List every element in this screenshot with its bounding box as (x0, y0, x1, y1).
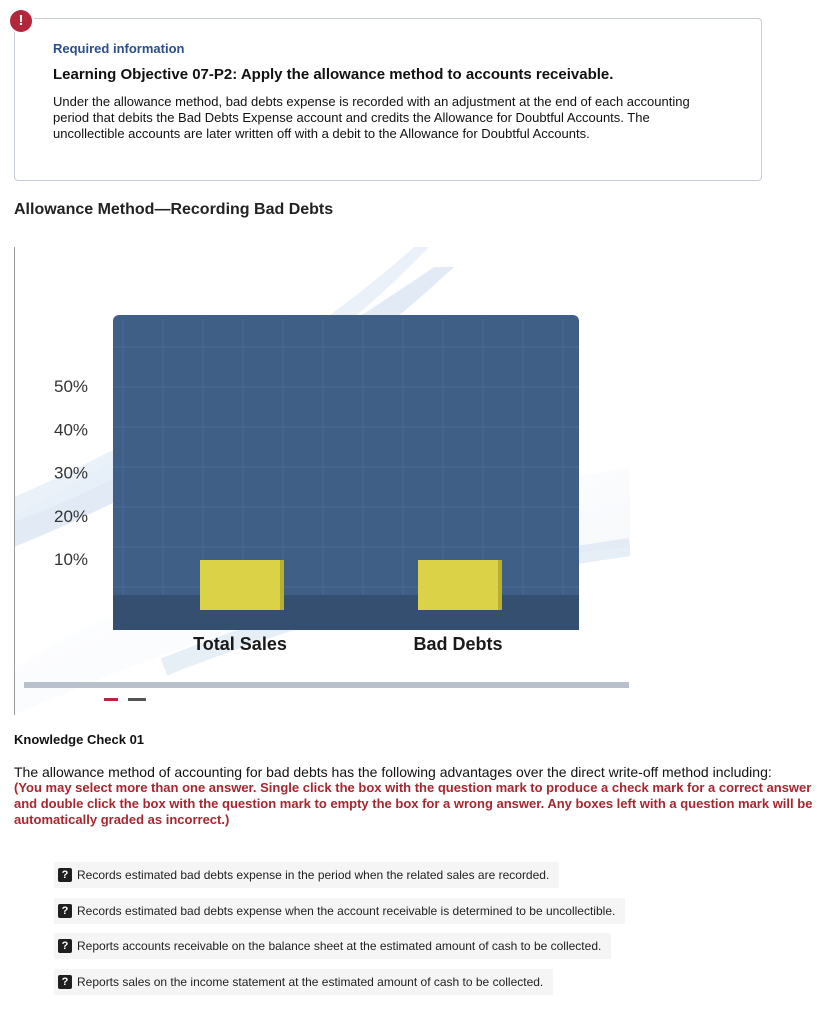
y-tick-label: 50% (54, 377, 89, 396)
chart-plot-area (113, 315, 579, 630)
category-label: Total Sales (193, 634, 287, 654)
section-title: Allowance Method—Recording Bad Debts (14, 201, 334, 218)
bar-side (280, 560, 284, 610)
video-progress-bar[interactable] (24, 682, 629, 688)
question-mark-checkbox[interactable]: ? (58, 868, 72, 882)
answer-option (54, 969, 553, 995)
video-panel[interactable] (14, 247, 630, 715)
knowledge-check-instructions: (You may select more than one answer. Single click the box with the question mark to produce a check mark for a correct answer and double click the box with the question mark to empty the box for a wrong answer. Any boxes left with a question mark will be automatically graded as incorrect.) (14, 780, 813, 827)
answer-option (54, 898, 625, 924)
y-tick-label: 30% (54, 463, 89, 483)
knowledge-check-question: The allowance method of accounting for bad debts has the following advantages over the direct write-off method including: (14, 764, 772, 780)
bar-chart (14, 247, 630, 715)
panel-left-border (14, 247, 15, 715)
required-information-heading: Required information (53, 41, 185, 56)
question-mark-checkbox[interactable]: ? (58, 975, 72, 989)
required-information-box (14, 18, 762, 181)
bar-side (498, 560, 502, 610)
bar (418, 560, 498, 610)
category-label: Bad Debts (413, 634, 503, 654)
answer-option (54, 862, 559, 888)
answer-option-text: Records estimated bad debts expense when the account receivable is determined to be uncollectible. (77, 904, 616, 918)
legend-grey-marker (128, 698, 146, 701)
bar (200, 560, 280, 610)
answer-option-text: Reports sales on the income statement at the estimated amount of cash to be collected. (77, 975, 544, 989)
question-mark-checkbox[interactable]: ? (58, 904, 72, 918)
y-tick-label: 20% (54, 506, 89, 526)
objective-description: Under the allowance method, bad debts expense is recorded with an adjustment at the end of each accounting period that debits the Bad Debts Expense account and credits the Allowance for Doubtful Accounts. The uncollectible accounts are later written off with a debit to the Allowance for Doubtful Accounts. (53, 94, 690, 141)
legend-red-marker (104, 698, 118, 701)
question-mark-checkbox[interactable]: ? (58, 939, 72, 953)
answer-option-text: Records estimated bad debts expense in the period when the related sales are recorded. (77, 868, 550, 882)
answer-option (54, 933, 611, 959)
y-tick-label: 10% (54, 550, 89, 569)
answer-option-text: Reports accounts receivable on the balance sheet at the estimated amount of cash to be collected. (77, 939, 602, 953)
y-tick-label: 40% (54, 420, 89, 440)
knowledge-check-title: Knowledge Check 01 (14, 732, 145, 747)
learning-objective: Learning Objective 07-P2: Apply the allowance method to accounts receivable. (53, 66, 614, 83)
chart-floor (113, 595, 579, 630)
alert-icon: ! (10, 10, 32, 32)
